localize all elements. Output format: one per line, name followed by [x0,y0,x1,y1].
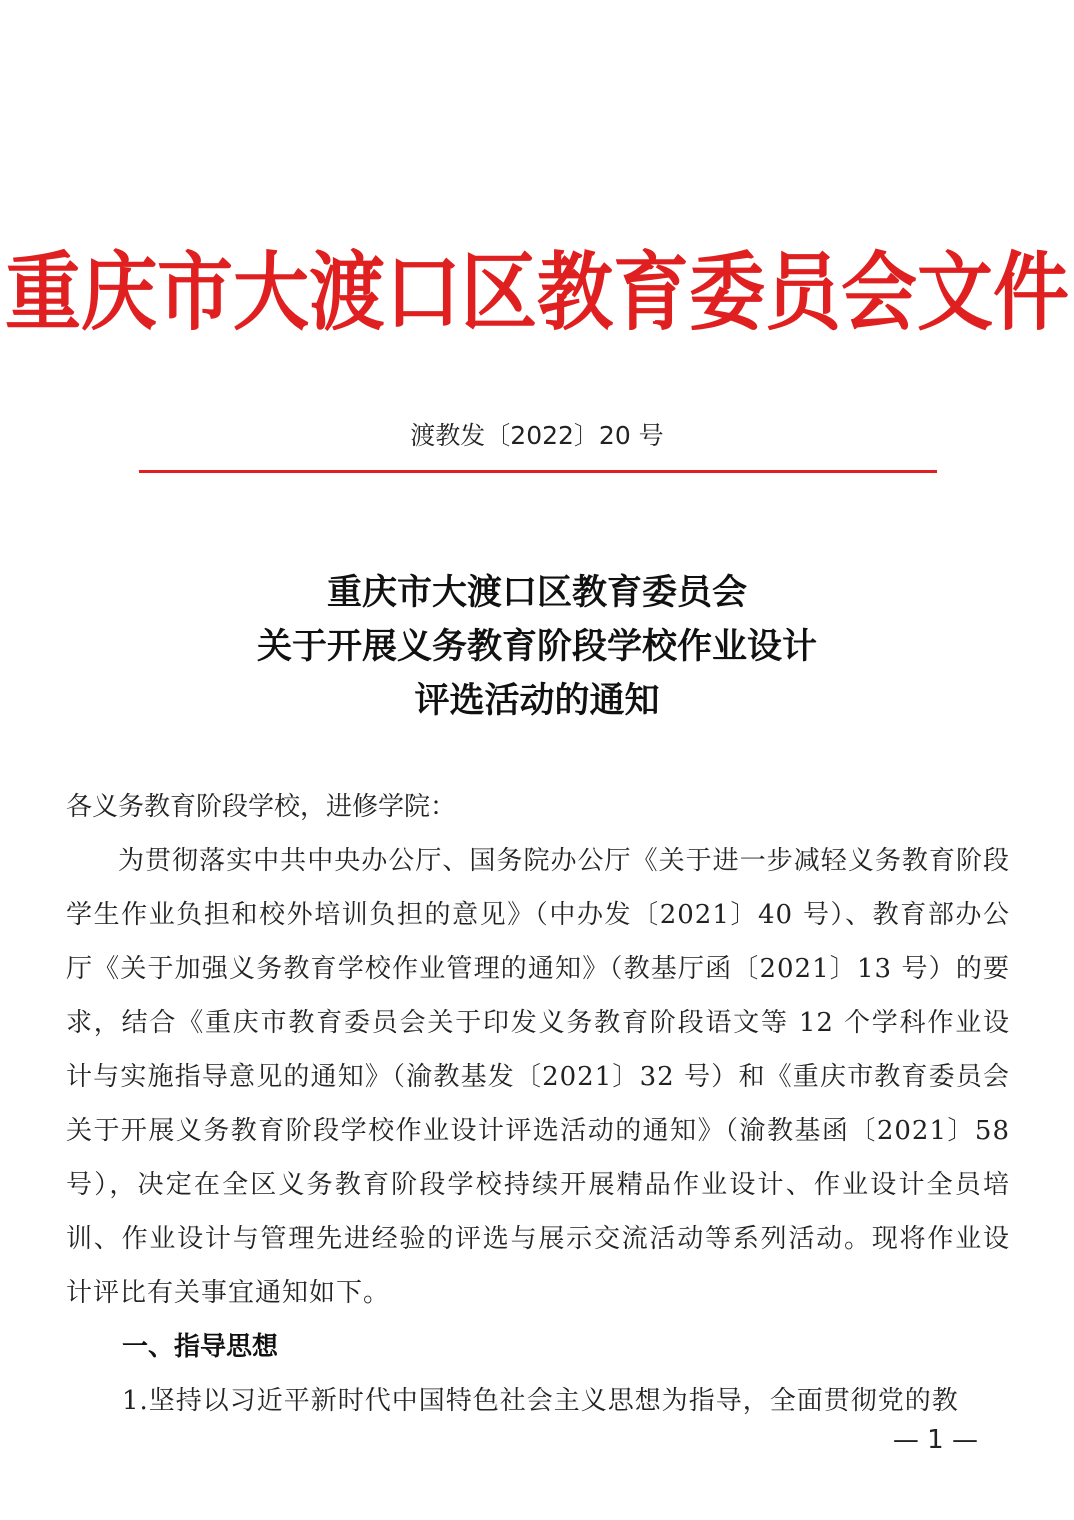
section-heading: 一、指导思想 [122,1332,279,1362]
salutation: 各义务教育阶段学校，进修学院： [66,792,457,822]
notice-title-line-2: 关于开展义务教育阶段学校作业设计 [256,627,817,667]
notice-title-line-1: 重庆市大渡口区教育委员会 [326,573,747,613]
document-header-title: 重庆市大渡口区教育委员会文件 [5,242,1069,343]
body-paragraph: 为贯彻落实中共中央办公厅、国务院办公厅《关于进一步减轻义务教育阶段学生作业负担和校外培训负担的意见》（中办发〔2021〕40 号）、教育部办公厅《关于加强义务教育学校作业管理的通知》（教基厅函〔2021〕13 号）的要求，结合《重庆市教育委员会关于印发义务教育阶段语文等 12 个学科作业设计与实施指导意见的通知》（渝教基发〔2021〕32 号）和《重庆市教育委员会关于开展义务教育阶段学校作业设计评选活动的通知》（渝教基函〔2021〕58 号），决定在全区义务教育阶段学校持续开展精品作业设计、作业设计全员培训、作业设计与管理先进经验的评选与展示交流活动等系列活动。现将作业设计评比有关事宜通知如下。 [66,846,1010,1308]
notice-title-line-3: 评选活动的通知 [414,681,660,721]
page-number: — 1 — [892,1425,978,1455]
notice-title [0,566,1074,728]
document-number: 渡教发〔2022〕20 号 [410,421,664,450]
red-divider-rule [139,470,937,473]
list-item: 1.坚持以习近平新时代中国特色社会主义思想为指导，全面贯彻党的教 [122,1386,959,1416]
